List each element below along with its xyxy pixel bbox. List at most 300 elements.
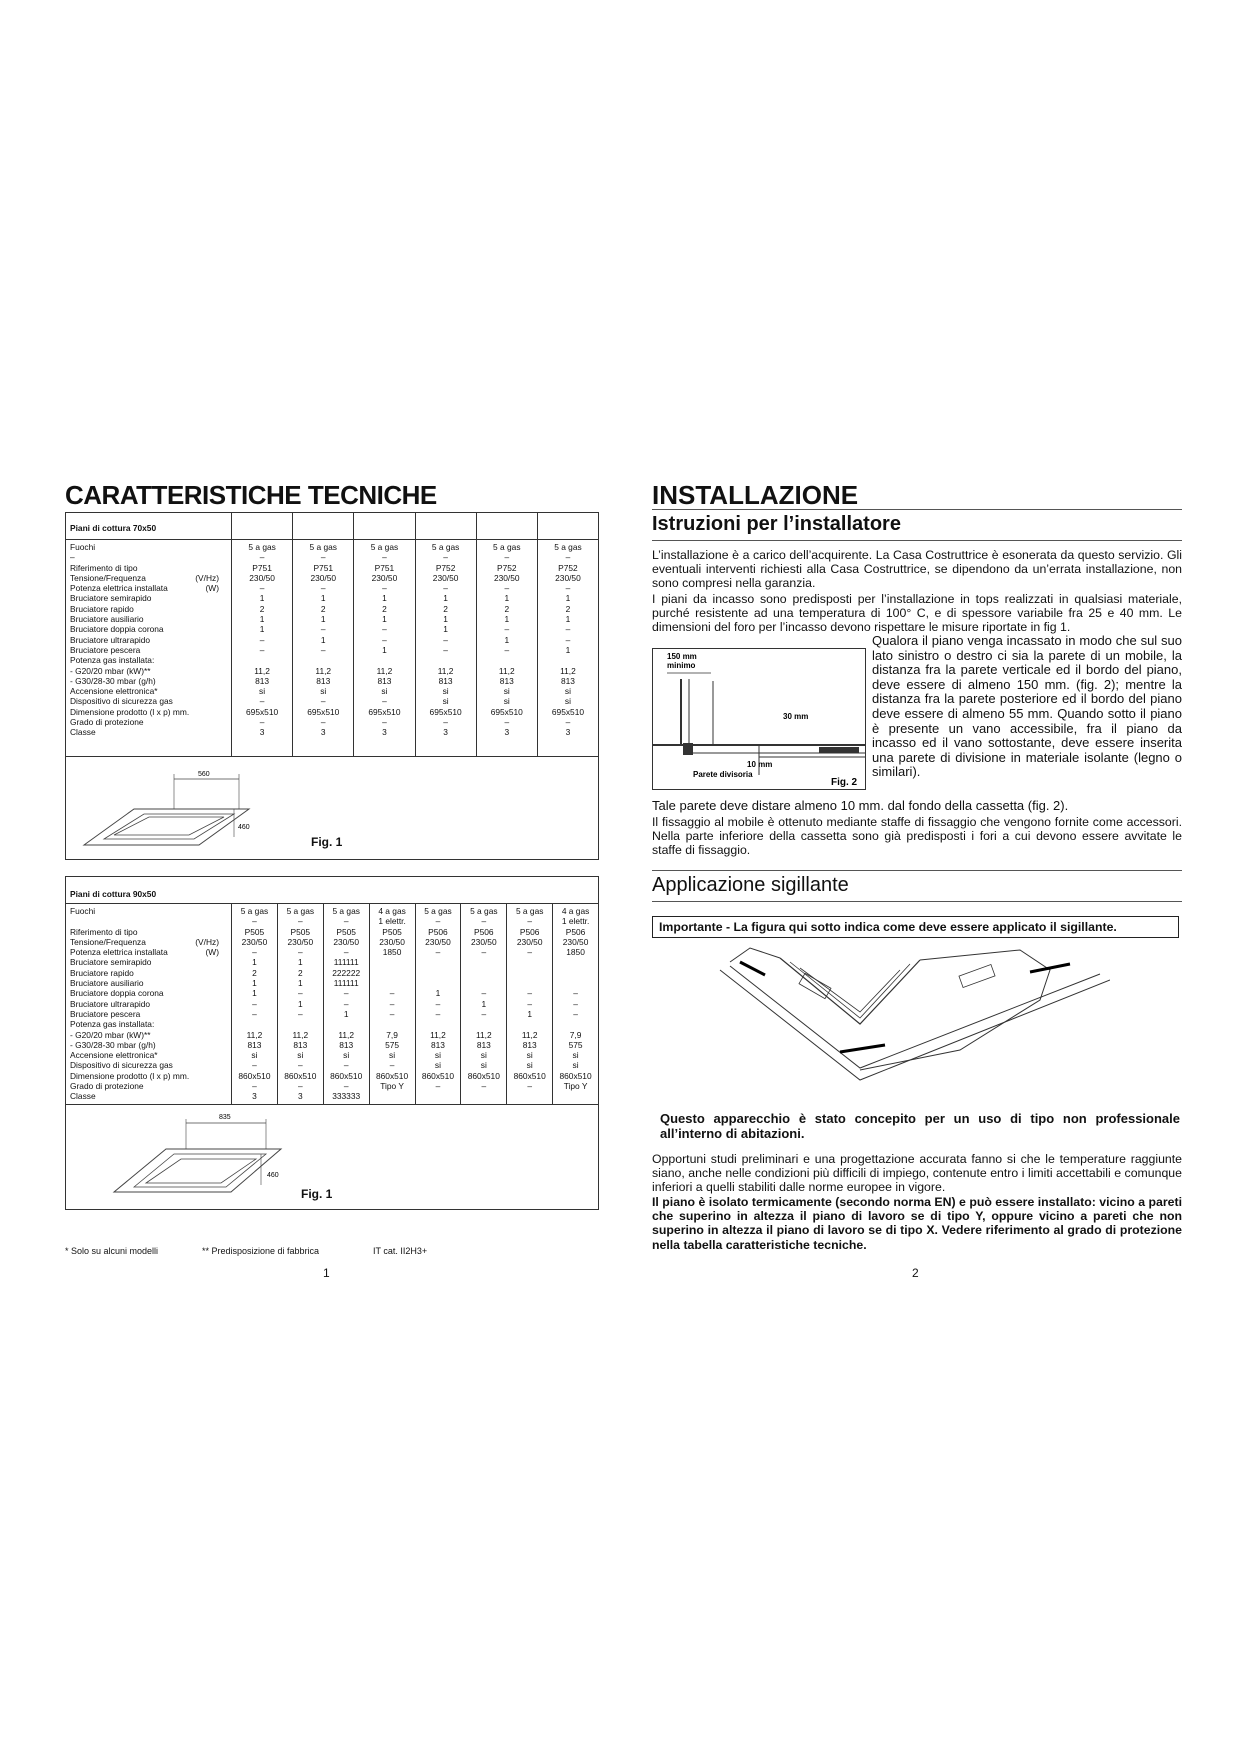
table-cell: 5 a gas: [554, 542, 582, 552]
table-cell: 1: [565, 614, 571, 625]
table-cell: 5 a gas: [286, 906, 315, 916]
table-cell: [507, 1019, 552, 1029]
table-cell: 813: [476, 1039, 491, 1050]
table-cell: si: [572, 1050, 579, 1061]
table-cell: 11,2: [315, 665, 332, 676]
paragraph-1: L’installazione è a carico dell’acquirente. La Casa Costruttrice è esonerata da questo servizio. Gli eventuali interventi richiesti alla Casa Costruttrice, se dipendono da un’errata installazione, non sono compresi nella garanzia.: [652, 548, 1182, 591]
table-cell: –: [320, 696, 326, 707]
section-title-sealant: Applicazione sigillante: [652, 874, 849, 896]
table-cell: –: [343, 1060, 349, 1071]
table-cell: 2: [504, 603, 510, 614]
table-cell: –: [481, 988, 487, 999]
table-cell: 11,2: [376, 665, 393, 676]
table-cell: [370, 1091, 415, 1101]
row-label: Bruciatore semirapido: [70, 593, 152, 604]
table-cell: –: [481, 947, 487, 958]
row-label: Accensione elettronica*: [70, 1050, 158, 1061]
table-cell: 1: [382, 614, 387, 625]
left-page-title: CARATTERISTICHE TECNICHE: [65, 480, 437, 510]
table-cell: [461, 1019, 506, 1029]
row-label: Potenza gas installata:: [70, 655, 155, 666]
table-cell: 11,2: [560, 665, 576, 676]
table-cell: 230/50: [333, 936, 359, 947]
table-cell: 11,2: [498, 665, 515, 676]
table-cell: 3: [297, 1091, 303, 1102]
table-cell: 695x510: [246, 706, 279, 717]
table-cell: 1: [443, 624, 448, 635]
table-cell: 222222: [332, 967, 361, 978]
row-label: Classe: [70, 1091, 96, 1102]
table-cell: si: [320, 686, 327, 697]
table-cell: –: [297, 988, 303, 999]
table-cell: 5 a gas: [248, 542, 276, 552]
cutout-drawing-70: [74, 759, 274, 859]
table-cell: –: [443, 634, 448, 645]
table-cell: 813: [430, 1039, 445, 1050]
row-label: Grado di protezione: [70, 717, 144, 728]
table-cell: si: [503, 686, 510, 697]
table-cell: 1: [435, 988, 441, 999]
row-label: Dispositivo di sicurezza gas: [70, 1060, 173, 1071]
table-cell: –: [297, 1008, 303, 1019]
row-unit: (W): [205, 583, 219, 594]
table-cell: –: [504, 717, 510, 728]
row-unit: (V/Hz): [195, 572, 219, 583]
paragraph-4: Tale parete deve distare almeno 10 mm. dal fondo della cassetta (fig. 2).: [652, 798, 1069, 813]
table-cell: –: [389, 988, 395, 999]
table-cell: 1: [565, 593, 571, 604]
table-cell: –: [297, 1060, 303, 1071]
paragraph-3: Qualora il piano venga incassato in modo che sul suo lato sinistro o destro ci sia la parete di un mobile, la distanza fra la parete verticale ed il bordo del piano, deve essere di almeno 150 mm. (fig. 2); mentre la distanza fra la parete posteriore ed il bordo del piano deve essere di almeno 55 mm. Quando sotto il piano è presente un vano accessibile, fra il piano da incasso ed il vano sottostante, deve essere inserita una parete di divisione in materiale isolante (legno o similari).: [872, 633, 1182, 780]
divider: [652, 540, 1182, 541]
table-cell: 1: [259, 614, 265, 625]
table-cell: 1: [504, 634, 510, 645]
table-cell: –: [343, 916, 349, 927]
table-cell: P506: [428, 926, 448, 937]
dim-minimo-label: minimo: [667, 661, 696, 670]
fig1-label-90: Fig. 1: [301, 1187, 333, 1201]
row-label-text: Tensione/Frequenza: [70, 936, 146, 947]
table-cell: [553, 968, 598, 978]
row-label-text: Potenza elettrica installata: [70, 583, 168, 594]
table-cell: 4 a gas: [561, 906, 590, 916]
table-cell: 2: [382, 603, 387, 614]
value-column: [277, 904, 323, 1104]
table-cell: 11,2: [521, 1029, 538, 1040]
table-cell: si: [389, 1050, 396, 1061]
table-cell: 860x510: [238, 1070, 271, 1081]
table-cell: si: [381, 686, 388, 697]
table-cell: 230/50: [516, 936, 543, 947]
table-cell: –: [297, 947, 303, 958]
table-cell: –: [259, 552, 265, 563]
table-cell: 2: [259, 603, 265, 614]
table-cell: 860x510: [559, 1070, 592, 1081]
table-cell: 2: [320, 603, 326, 614]
table-header-label: Piani di cottura 90x50: [70, 889, 157, 899]
table-cell: –: [259, 634, 265, 645]
table-cell: si: [564, 696, 571, 707]
table-cell: si: [343, 1050, 350, 1061]
table-cell: 11,2: [338, 1029, 355, 1040]
table-cell: –: [320, 717, 326, 728]
table-cell: [416, 1091, 461, 1101]
divider: [652, 509, 1182, 510]
table-cell: 230/50: [471, 936, 497, 947]
row-label: Grado di protezione: [70, 1081, 144, 1092]
table-cell: [232, 1019, 277, 1029]
paragraph-2: I piani da incasso sono predisposti per l’installazione in tops realizzati in qualsiasi materiale, purché resistente ad una temperatura di 100° C, e di spessore variabile fra 25 e 40 mm. Le dimensioni del foro per l’incasso devono rispettare le misure riportate in fig 1.: [652, 592, 1182, 635]
table-cell: –: [565, 634, 571, 645]
table-cell: 1: [320, 614, 326, 625]
table-cell: –: [573, 988, 578, 999]
table-cell: –: [481, 1008, 487, 1019]
table-cell: 333333: [332, 1091, 361, 1102]
table-cell: P752: [558, 562, 578, 573]
table-cell: P505: [244, 926, 265, 937]
right-page-title: INSTALLAZIONE: [652, 480, 859, 510]
table-cell: 230/50: [287, 936, 314, 947]
row-label: - G20/20 mbar (kW)**: [70, 1029, 151, 1040]
table-cell: 2: [443, 603, 448, 614]
table-cell: 230/50: [379, 936, 405, 947]
table-cell: 1: [297, 998, 303, 1009]
table-cell: P751: [252, 562, 272, 573]
row-label: Bruciatore ultrarapido: [70, 998, 151, 1009]
row-label: Dimensione prodotto (l x p) mm.: [70, 1070, 190, 1081]
row-label: Bruciatore semirapido: [70, 957, 152, 968]
row-label: Riferimento di tipo: [70, 926, 138, 937]
row-label: Fuochi: [70, 542, 96, 552]
label-column: [66, 904, 231, 1104]
paragraph-5: Il fissaggio al mobile è ottenuto mediante staffe di fissaggio che vengono fornite come accessori. Nella parte inferiore della cassetta sono già predisposti i fori a cui devono essere avvitate le staffe di fissaggio.: [652, 815, 1182, 858]
table-cell: [477, 655, 537, 665]
table-cell: –: [297, 1081, 303, 1092]
table-cell: [370, 957, 415, 967]
row-label: Dispositivo di sicurezza gas: [70, 696, 173, 707]
fig1-area: [66, 757, 598, 859]
sealant-drawing: [710, 940, 1110, 1090]
table-cell: –: [504, 644, 510, 655]
table-cell: –: [527, 916, 533, 927]
table-cell: [293, 655, 353, 665]
table-cell: P505: [290, 926, 311, 937]
spec-table-90x50: [65, 876, 599, 1210]
table-cell: Tipo Y: [380, 1081, 404, 1092]
row-unit: (V/Hz): [195, 936, 219, 947]
row-label: [70, 916, 231, 926]
row-label: Bruciatore ausiliario: [70, 614, 144, 625]
value-column: [292, 540, 353, 756]
footnote-1: * Solo su alcuni modelli: [65, 1246, 159, 1256]
table-cell: 860x510: [421, 1070, 454, 1081]
table-cell: 5 a gas: [493, 542, 521, 552]
table-cell: –: [259, 696, 265, 707]
row-label: Bruciatore ultrarapido: [70, 634, 151, 645]
table-cell: –: [343, 1081, 349, 1092]
table-cell: 1: [382, 593, 387, 604]
table-cell: 695x510: [368, 706, 401, 717]
table-cell: –: [382, 624, 387, 635]
table-cell: –: [382, 717, 387, 728]
table-cell: [507, 978, 552, 988]
table-cell: –: [435, 916, 441, 927]
table-cell: 11,2: [437, 665, 454, 676]
dim-150-label: 150 mm: [667, 652, 697, 661]
table-cell: 813: [255, 675, 270, 686]
table-cell: 1 elettr.: [378, 916, 406, 927]
fig1-label-70: Fig. 1: [311, 835, 343, 849]
table-cell: P506: [519, 926, 540, 937]
row-label: Potenza gas installata:: [70, 1019, 155, 1030]
table-cell: 1: [504, 593, 510, 604]
table-cell: [370, 978, 415, 988]
table-cell: –: [389, 998, 395, 1009]
table-cell: –: [443, 552, 448, 563]
value-column: [537, 540, 598, 756]
table-cell: 230/50: [432, 572, 459, 583]
table-cell: 860x510: [467, 1070, 500, 1081]
table-cell: 813: [339, 1039, 354, 1050]
table-cell: –: [443, 717, 448, 728]
table-cell: 3: [565, 727, 571, 738]
row-label: Riferimento di tipo: [70, 562, 138, 573]
table-cell: 11,2: [430, 1029, 446, 1040]
value-column: [552, 904, 598, 1104]
table-cell: 813: [377, 675, 392, 686]
table-cell: 5 a gas: [309, 542, 337, 552]
row-label: Classe: [70, 727, 96, 738]
value-columns: [231, 904, 598, 1104]
table-cell: 230/50: [562, 936, 589, 947]
table-cell: [370, 968, 415, 978]
table-body: [66, 540, 598, 757]
row-label: - G30/28-30 mbar (g/h): [70, 675, 156, 686]
row-label: Fuochi: [70, 906, 96, 916]
table-cell: 2: [297, 967, 303, 978]
table-cell: [232, 655, 292, 665]
row-label: Bruciatore doppia corona: [70, 988, 164, 999]
table-cell: [507, 1091, 552, 1101]
table-cell: 1: [504, 614, 510, 625]
table-cell: [354, 655, 414, 665]
table-cell: [461, 957, 506, 967]
table-cell: –: [443, 644, 448, 655]
dim-10-label: 10 mm: [747, 760, 773, 769]
table-cell: 813: [247, 1039, 262, 1050]
value-column: [415, 904, 461, 1104]
paragraph-6: Questo apparecchio è stato concepito per un uso di tipo non professionale all’interno di abitazioni.: [660, 1111, 1180, 1141]
table-cell: [553, 1019, 598, 1029]
table-cell: [461, 978, 506, 988]
table-cell: 5 a gas: [240, 906, 269, 916]
table-cell: –: [343, 988, 349, 999]
table-cell: 11,2: [254, 665, 270, 676]
table-cell: P505: [382, 926, 402, 937]
table-cell: –: [259, 583, 265, 594]
table-cell: –: [252, 916, 257, 927]
paragraph-8: Il piano è isolato termicamente (secondo norma EN) e può essere installato: vicino a pareti che superino in altezza il piano di lavoro se di tipo Y, oppure vicino a pareti che non superino in altezza il piano di lavoro se di tipo X. Vedere riferimento al grado di protezione nella tabella caratteristiche tecniche.: [652, 1195, 1182, 1252]
table-cell: P752: [435, 562, 456, 573]
row-label: Dimensione prodotto (l x p) mm.: [70, 706, 190, 717]
table-cell: 5 a gas: [470, 906, 498, 916]
table-cell: 813: [499, 675, 514, 686]
table-cell: 1: [343, 1008, 349, 1019]
table-cell: si: [442, 686, 449, 697]
table-cell: [553, 978, 598, 988]
table-cell: 813: [293, 1039, 308, 1050]
cutout-drawing-90: [106, 1107, 306, 1207]
table-cell: si: [572, 1060, 579, 1071]
table-cell: si: [564, 686, 571, 697]
table-cell: –: [252, 947, 257, 958]
table-cell: 1850: [566, 947, 585, 958]
table-cell: P751: [374, 562, 395, 573]
table-cell: [416, 1019, 461, 1029]
table-cell: 4 a gas: [378, 906, 406, 916]
table-cell: –: [527, 947, 533, 958]
table-cell: –: [565, 717, 571, 728]
row-label: Bruciatore rapido: [70, 967, 134, 978]
value-column: [323, 904, 369, 1104]
table-cell: 3: [259, 727, 265, 738]
table-cell: 1: [259, 593, 265, 604]
table-cell: 813: [522, 1039, 537, 1050]
row-label: [70, 583, 231, 593]
table-cell: 1850: [382, 947, 402, 958]
table-cell: 111111: [333, 978, 359, 989]
row-label: Bruciatore pescera: [70, 1008, 141, 1019]
table-cell: –: [252, 1060, 257, 1071]
row-label: - G20/20 mbar (kW)**: [70, 665, 151, 676]
table-header-label: Piani di cottura 70x50: [70, 523, 157, 533]
parete-label: Parete divisoria: [693, 770, 753, 779]
table-cell: [370, 1019, 415, 1029]
value-columns: [231, 540, 598, 756]
row-label: [70, 573, 231, 583]
table-body: [66, 904, 598, 1105]
divider: [652, 901, 1182, 902]
table-cell: –: [382, 634, 387, 645]
table-cell: 230/50: [310, 572, 337, 583]
table-cell: 1: [297, 978, 303, 989]
table-cell: 695x510: [551, 706, 585, 717]
table-cell: –: [435, 1008, 441, 1019]
table-cell: 2: [252, 967, 257, 978]
table-cell: –: [527, 988, 533, 999]
table-cell: 11,2: [246, 1029, 263, 1040]
table-cell: 1: [443, 593, 448, 604]
divider: [652, 870, 1182, 871]
row-label: [70, 937, 231, 947]
table-cell: si: [526, 1050, 533, 1061]
table-cell: P752: [496, 562, 517, 573]
table-cell: si: [297, 1050, 304, 1061]
table-cell: –: [252, 998, 257, 1009]
table-cell: 3: [320, 727, 326, 738]
table-cell: 230/50: [371, 572, 398, 583]
fig1-area: [66, 1105, 598, 1209]
row-label: - G30/28-30 mbar (g/h): [70, 1039, 156, 1050]
value-column: [231, 904, 277, 1104]
paragraph-7: Opportuni studi preliminari e una progettazione accurata fanno si che le temperature raggiunte siano, anche nelle condizioni più difficili di impiego, contenute entro i limiti accettabili e comunque inferiori a quelli stabiliti dalle norme europee in vigore.: [652, 1152, 1182, 1195]
dim-30-label: 30 mm: [783, 712, 809, 721]
table-cell: [416, 978, 461, 988]
table-cell: –: [320, 583, 326, 594]
table-cell: –: [343, 947, 349, 958]
table-cell: 1: [297, 957, 303, 968]
table-cell: si: [251, 1050, 258, 1061]
table-cell: [553, 1091, 598, 1101]
table-cell: 11,2: [475, 1029, 492, 1040]
table-cell: –: [389, 1060, 395, 1071]
table-cell: 860x510: [375, 1070, 409, 1081]
table-cell: si: [434, 1060, 441, 1071]
table-cell: 860x510: [513, 1070, 546, 1081]
table-cell: –: [259, 717, 265, 728]
table-cell: 7,9: [386, 1029, 398, 1040]
table-cell: [461, 968, 506, 978]
table-cell: –: [443, 583, 448, 594]
table-cell: 3: [504, 727, 510, 738]
fig2-label: Fig. 2: [831, 777, 858, 788]
table-cell: 5 a gas: [515, 906, 544, 916]
table-cell: –: [252, 1008, 257, 1019]
table-cell: –: [527, 998, 533, 1009]
table-cell: –: [435, 1081, 441, 1092]
table-cell: 230/50: [241, 936, 268, 947]
table-cell: 230/50: [555, 572, 581, 583]
table-cell: –: [504, 552, 510, 563]
table-cell: –: [481, 916, 487, 927]
table-cell: P751: [313, 562, 334, 573]
table-cell: 3: [382, 727, 387, 738]
dim-depth-90: 460: [267, 1172, 279, 1179]
fig2-svg: [653, 649, 865, 789]
table-cell: –: [504, 624, 510, 635]
table-cell: P506: [474, 926, 494, 937]
table-cell: –: [504, 583, 510, 594]
table-cell: 695x510: [490, 706, 523, 717]
table-cell: si: [503, 696, 510, 707]
row-label: Bruciatore rapido: [70, 603, 134, 614]
table-cell: 111111: [333, 957, 359, 968]
table-cell: 2: [565, 603, 571, 614]
important-note-box: Importante - La figura qui sotto indica come deve essere applicato il sigillante.: [652, 916, 1179, 938]
table-cell: –: [435, 998, 441, 1009]
table-cell: –: [297, 916, 303, 927]
table-cell: [416, 968, 461, 978]
value-column: [369, 904, 415, 1104]
value-column: [231, 540, 292, 756]
table-cell: –: [565, 583, 571, 594]
table-cell: 1: [565, 644, 571, 655]
table-cell: 5 a gas: [332, 906, 360, 916]
section-title-installer: Istruzioni per l’installatore: [652, 513, 901, 535]
table-cell: 3: [443, 727, 448, 738]
table-cell: 1: [252, 988, 257, 999]
table-cell: 1: [320, 634, 326, 645]
table-cell: 5 a gas: [431, 542, 460, 552]
table-cell: 1: [527, 1008, 533, 1019]
table-cell: 7,9: [569, 1029, 582, 1040]
table-cell: –: [320, 552, 326, 563]
table-cell: Tipo Y: [563, 1081, 588, 1092]
table-cell: 1: [481, 998, 487, 1009]
value-column: [506, 904, 552, 1104]
table-cell: –: [389, 1008, 395, 1019]
table-cell: si: [526, 1060, 533, 1071]
